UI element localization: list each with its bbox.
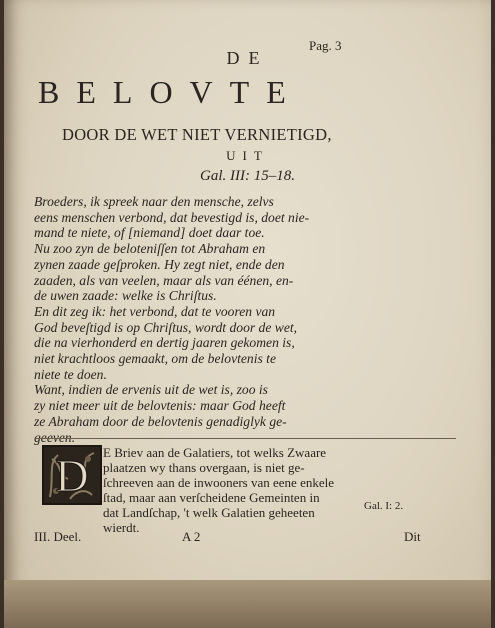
uit-label: UIT	[226, 148, 269, 163]
footer-catchword: Dit	[404, 529, 421, 544]
paragraph-line: ſchreeven aan de inwooners van eene enkele	[103, 475, 334, 490]
paragraph-line: dat Landſchap, 't welk Galatien geheeten	[103, 505, 315, 520]
drop-cap-ornament	[42, 445, 102, 505]
page-number: Pag. 3	[309, 38, 342, 53]
section-divider	[36, 438, 456, 439]
scripture-line: die na vierhonderd en dertig jaaren gekomen is,	[34, 335, 295, 351]
page-edge-shadow	[4, 580, 491, 628]
scripture-text	[34, 194, 464, 445]
paragraph-line: wierdt.	[103, 520, 140, 535]
scripture-line: geeven.	[34, 429, 76, 445]
scripture-line: de uwen zaade: welke is Chriſtus.	[34, 288, 217, 304]
paragraph-line: ſtad, maar aan verſcheidene Gemeinten in	[103, 490, 320, 505]
scripture-line: niete te doen.	[34, 366, 107, 382]
scripture-line: zy niet meer uit de belovtenis: maar God heeft	[34, 398, 286, 414]
commentary-paragraph	[103, 445, 383, 535]
title-large: BELOVTE	[38, 74, 303, 110]
scripture-line: Nu zoo zyn de beloteniſſen tot Abraham en	[34, 241, 266, 257]
ornament-icon	[44, 447, 100, 503]
book-page	[4, 0, 491, 628]
scripture-line: zynen zaade geſproken. Hy zegt niet, ende den	[34, 256, 285, 272]
scripture-line: ze Abraham door de belovtenis genadiglyk ge-	[34, 413, 287, 429]
scripture-line: En dit zeg ik: het verbond, dat te vooren van	[34, 303, 276, 319]
paragraph-line: plaatzen wy thans overgaan, is niet ge-	[103, 460, 305, 475]
footer-volume: III. Deel.	[34, 529, 82, 544]
scripture-line: eens menschen verbond, dat bevestigd is, doet nie-	[34, 209, 310, 225]
scripture-line: mand te niete, of [niemand] doet daar toe.	[34, 225, 265, 241]
scripture-line: zaaden, als van veelen, maar als van éénen, en-	[34, 272, 294, 288]
footer-signature: A 2	[182, 529, 201, 544]
title-small: DE	[226, 48, 269, 68]
scripture-line: Want, indien de ervenis uit de wet is, zoo is	[34, 382, 268, 398]
scripture-line: niet krachtloos gemaakt, om de belovtenis te	[34, 351, 276, 367]
scripture-reference: Gal. III: 15–18.	[200, 168, 295, 184]
svg-text:D: D	[55, 450, 89, 501]
scripture-line: God beveſtigd is op Chriſtus, wordt door de wet,	[34, 319, 298, 335]
margin-note: Gal. I: 2.	[364, 500, 404, 512]
scripture-line: Broeders, ik spreek naar den mensche, zelvs	[34, 194, 274, 209]
subtitle: DOOR DE WET NIET VERNIETIGD,	[62, 125, 332, 144]
paragraph-line: E Briev aan de Galatiers, tot welks Zwaare	[103, 445, 327, 460]
